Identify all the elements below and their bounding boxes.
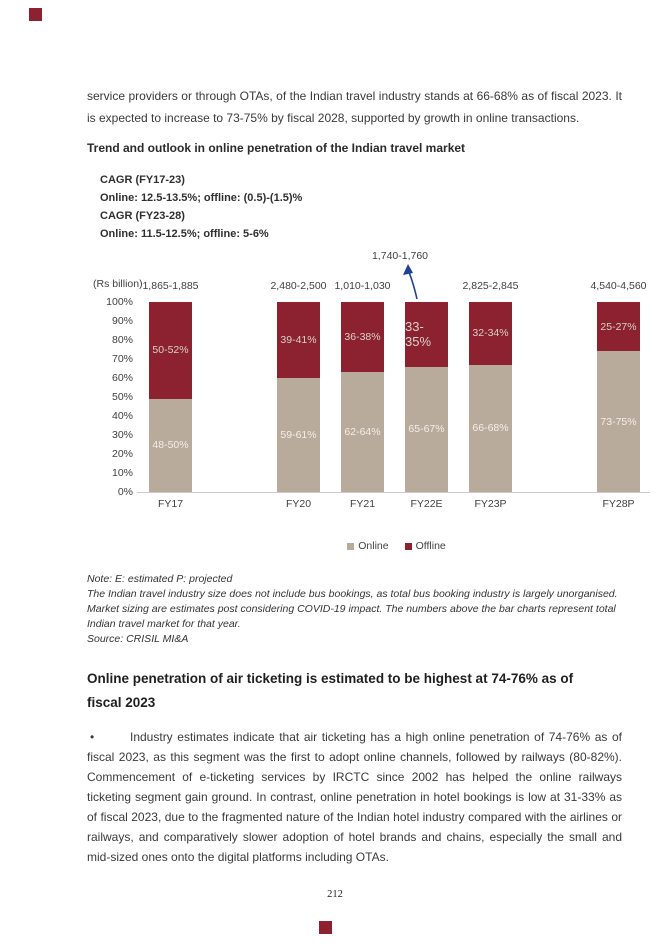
cagr-line: Online: 11.5-12.5%; offline: 5-6% <box>100 228 269 240</box>
note-body: The Indian travel industry size does not include bus bookings, as total bus booking industry is largely unorganised. Market sizing are estimates post considering COVID-19 impact. The numbers above the bar charts represent total Indian travel market for that year. <box>87 588 618 630</box>
cagr-line: Online: 12.5-13.5%; offline: (0.5)-(1.5)% <box>100 192 303 204</box>
legend-swatch-icon <box>347 543 354 550</box>
offline-value-label: 33-35% <box>405 319 432 350</box>
cagr-line: CAGR (FY23-28) <box>100 210 185 222</box>
note-line: Note: E: estimated P: projected <box>87 573 233 585</box>
offline-value-label: 25-27% <box>600 320 637 333</box>
x-axis-tick-FY22E: FY22E <box>410 498 443 510</box>
y-axis-tick: 10% <box>111 467 133 479</box>
legend-item-offline <box>405 540 446 552</box>
bar-segment-offline-FY20 <box>277 302 320 378</box>
cagr-block <box>100 171 622 243</box>
bar-segment-online-FY22E <box>405 367 448 492</box>
y-axis-tick: 40% <box>111 410 133 422</box>
page-content <box>87 85 622 243</box>
legend-swatch-icon <box>405 543 412 550</box>
y-axis-tick: 50% <box>111 391 133 403</box>
x-axis-tick-FY23P: FY23P <box>474 498 507 510</box>
offline-value-label: 36-38% <box>344 331 381 344</box>
bar-segment-offline-FY23P <box>469 302 512 365</box>
offline-value-label: 50-52% <box>152 344 189 357</box>
bar-total-label-FY17: 1,865-1,885 <box>142 280 199 292</box>
legend-label: Offline <box>415 540 446 552</box>
online-value-label: 48-50% <box>152 439 189 452</box>
intro-paragraph: service providers or through OTAs, of the Indian travel industry stands at 66-68% as of fiscal 2023. It is expected to increase to 73-75% by fiscal 2028, supported by growth in online transactions. <box>87 89 622 125</box>
bar-segment-offline-FY21 <box>341 302 384 372</box>
y-axis-tick: 100% <box>106 296 133 308</box>
x-axis-tick-FY20: FY20 <box>285 498 312 510</box>
cagr-line: CAGR (FY17-23) <box>100 174 185 186</box>
page-content-lower <box>87 572 622 867</box>
bar-segment-online-FY17 <box>149 399 192 492</box>
x-axis-line <box>137 492 650 493</box>
bar-segment-online-FY23P <box>469 365 512 492</box>
bar-segment-online-FY21 <box>341 372 384 492</box>
online-value-label: 62-64% <box>344 426 381 439</box>
x-axis-tick-FY28P: FY28P <box>602 498 635 510</box>
offline-value-label: 39-41% <box>280 334 317 346</box>
bar-segment-online-FY20 <box>277 378 320 492</box>
bar-segment-offline-FY22E <box>405 302 448 367</box>
y-axis-tick: 60% <box>111 372 133 384</box>
bar-total-label-FY20: 2,480-2,500 <box>270 280 327 292</box>
bar-total-label-FY21: 1,010-1,030 <box>334 280 391 292</box>
brand-mark-bottom <box>319 921 332 934</box>
section-heading: Online penetration of air ticketing is estimated to be highest at 74-76% as of fiscal 2023 <box>87 671 574 710</box>
stacked-bar-chart <box>0 247 670 562</box>
x-axis-tick-FY17: FY17 <box>157 498 184 510</box>
bullet-marker: • <box>90 730 95 744</box>
bullet-text: Industry estimates indicate that air ticketing has a high online penetration of 74-76% as of fiscal 2023, as this segment was the first to adopt online channels, followed by railways (80-82%). Commencement of e-ticketing services by IRCTC since 2002 has helped the online railways ticketing segment gain ground. In contrast, online penetration in hotel bookings is low at 31-33% as of fiscal 2023, due to the fragmented nature of the Indian hotel industry compared with the airlines or railways, and comparatively slower adoption of hotel brands and chains, especially the small and mid-sized ones onto the digital platforms including OTAs. <box>87 730 622 864</box>
bar-segment-online-FY28P <box>597 351 640 492</box>
bar-total-label-FY23P: 2,825-2,845 <box>462 280 519 292</box>
y-axis-tick: 30% <box>111 429 133 441</box>
legend-label: Online <box>358 540 389 552</box>
source-line: Source: CRISIL MI&A <box>87 633 189 645</box>
chart-notes <box>87 572 622 647</box>
online-value-label: 66-68% <box>472 422 509 435</box>
y-axis-tick: 90% <box>111 315 133 327</box>
bar-segment-offline-FY17 <box>149 302 192 399</box>
brand-mark-top <box>29 8 42 21</box>
y-axis-tick: 80% <box>111 334 133 346</box>
online-value-label: 59-61% <box>280 429 317 441</box>
bar-segment-offline-FY28P <box>597 302 640 351</box>
page-number: 212 <box>327 889 343 900</box>
offline-value-label: 32-34% <box>472 327 509 340</box>
x-axis-tick-FY21: FY21 <box>349 498 376 510</box>
bullet-paragraph <box>87 727 622 867</box>
y-axis-tick: 0% <box>117 486 133 498</box>
legend-item-online <box>347 540 388 552</box>
y-axis-unit-label: (Rs billion) <box>93 278 143 290</box>
y-axis-tick: 20% <box>111 448 133 460</box>
chart-title: Trend and outlook in online penetration of the Indian travel market <box>87 141 466 155</box>
y-axis-tick: 70% <box>111 353 133 365</box>
chart-legend <box>143 540 650 552</box>
bar-total-label-FY28P: 4,540-4,560 <box>590 280 647 292</box>
bar-total-label-FY22E: 1,740-1,760 <box>371 250 429 262</box>
online-value-label: 65-67% <box>408 423 445 436</box>
online-value-label: 73-75% <box>600 415 637 428</box>
